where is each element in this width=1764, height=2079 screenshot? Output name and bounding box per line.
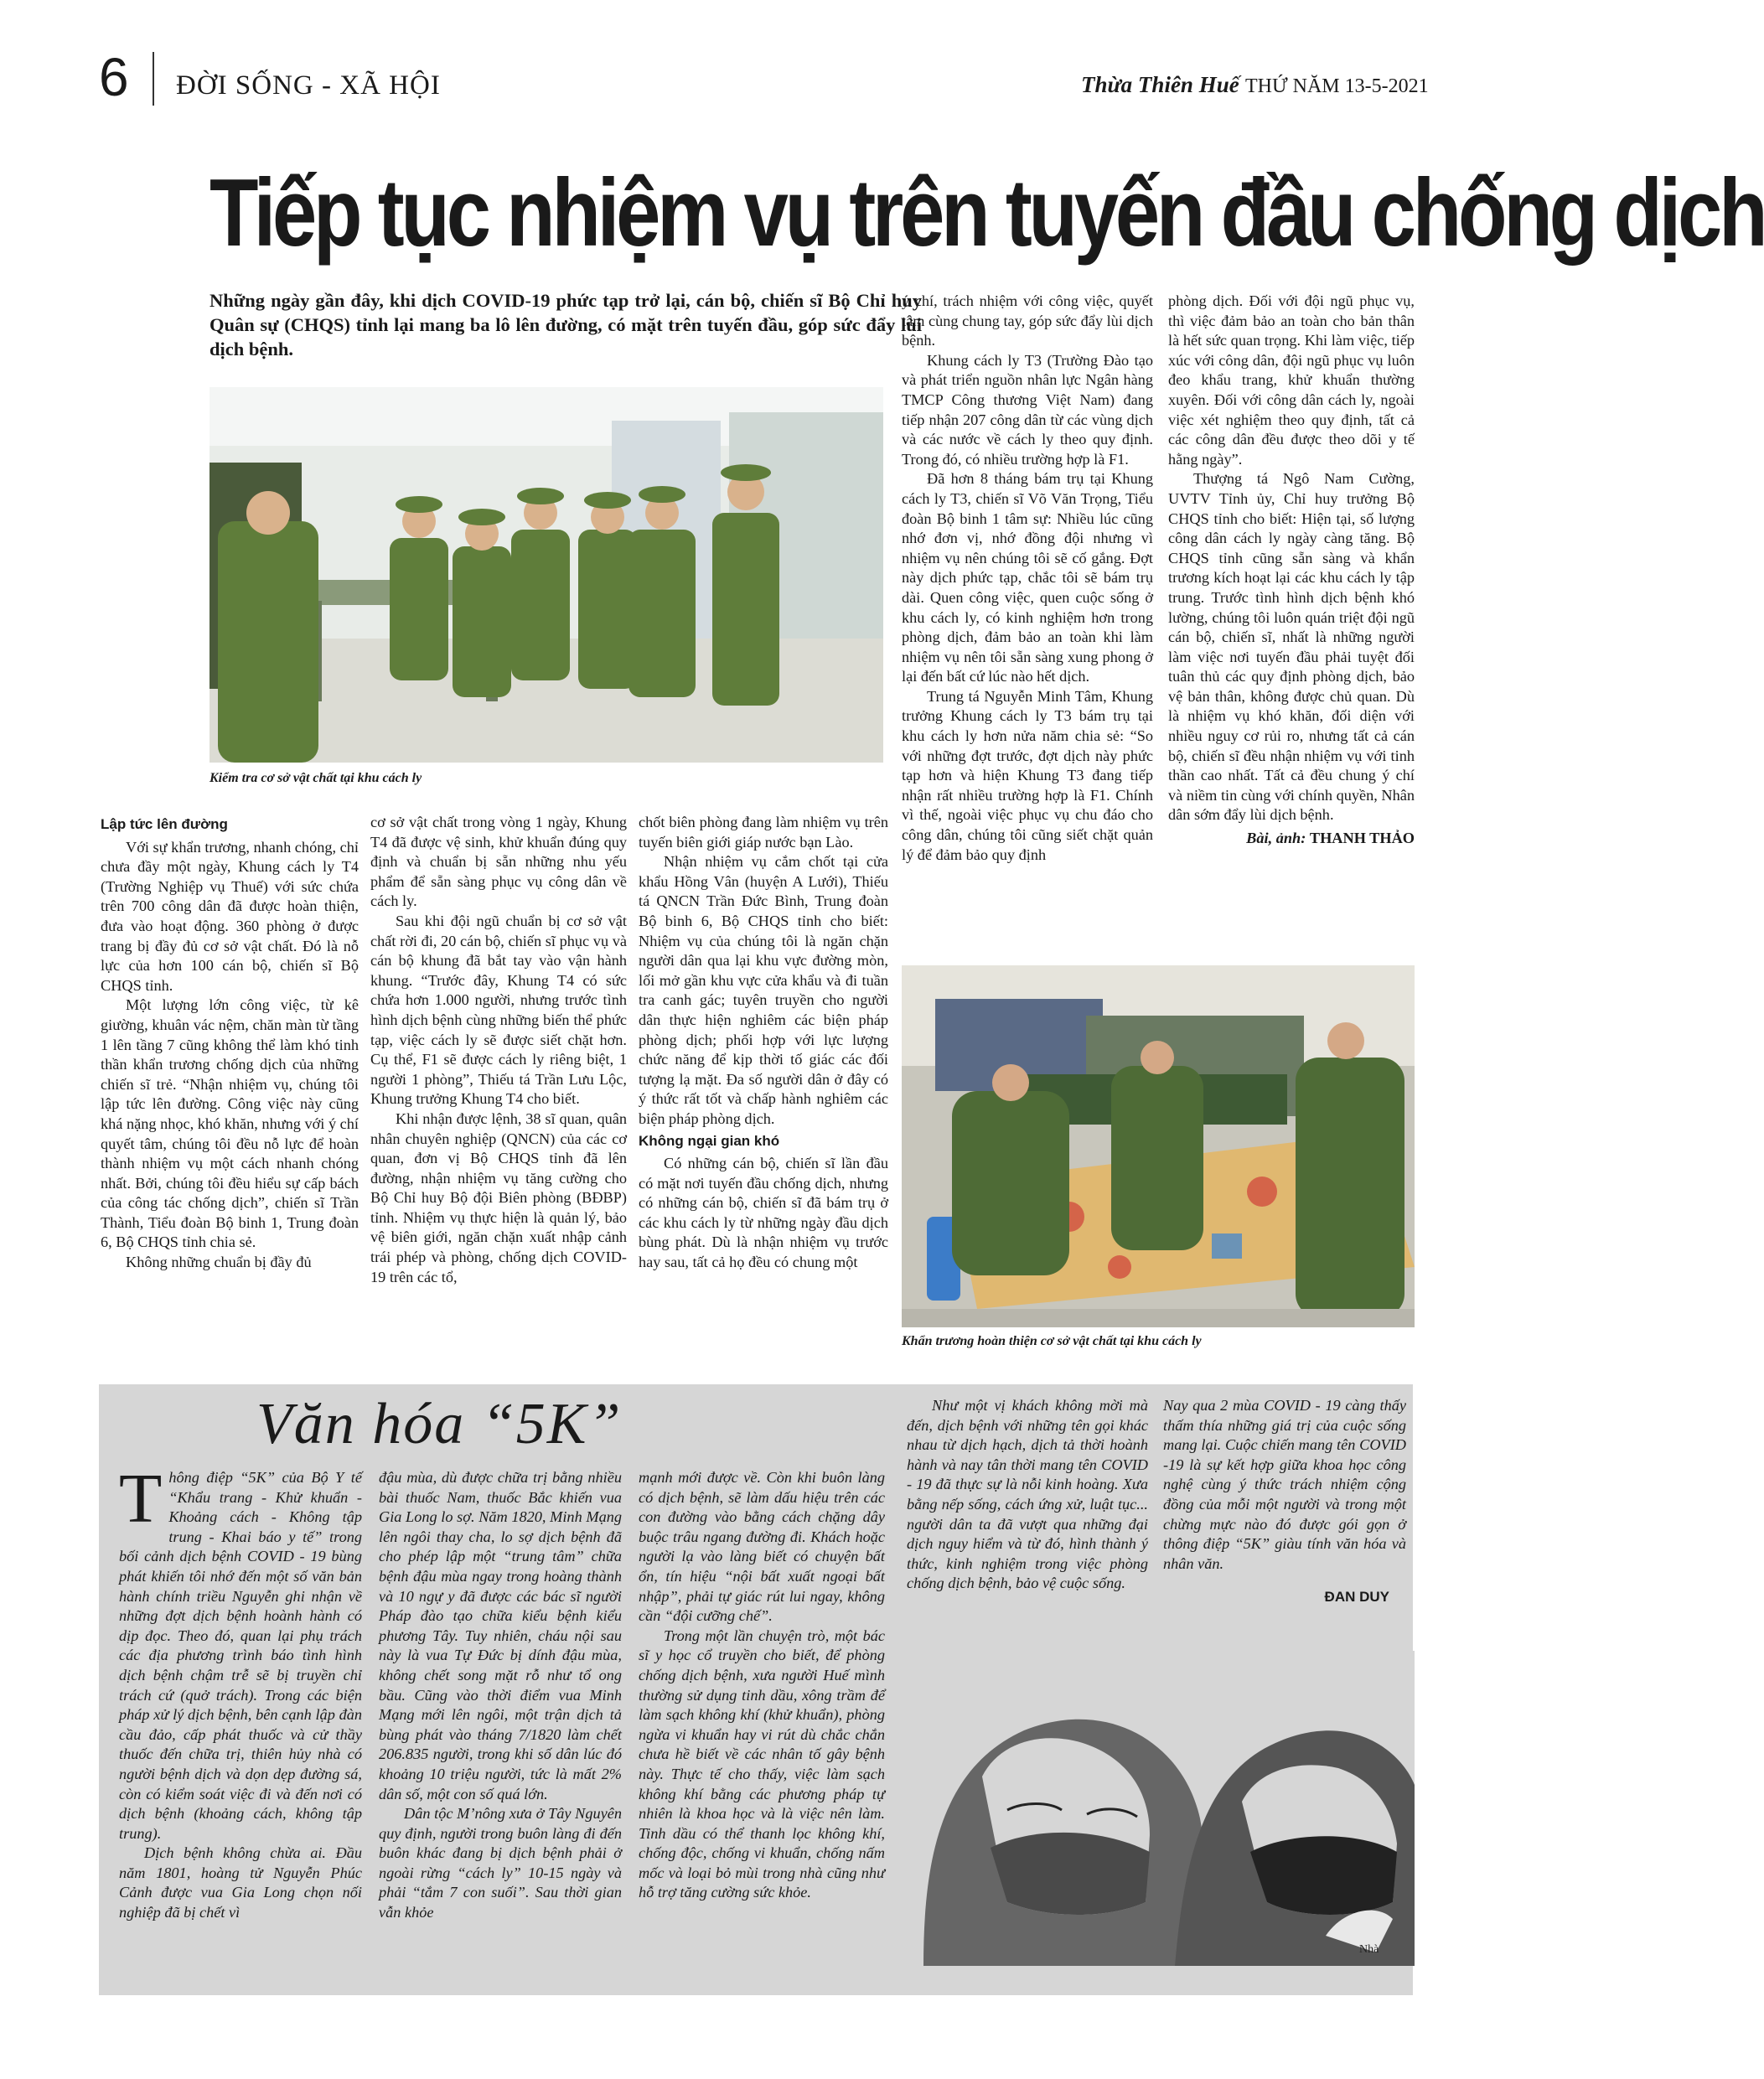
photo-preparation xyxy=(902,965,1415,1327)
article-column-2 xyxy=(370,813,627,1287)
article-lead: Những ngày gần đây, khi dịch COVID-19 phức tạp trở lại, cán bộ, chiến sĩ Bộ Chỉ huy Quân sự (CHQS) tỉnh lại mang ba lô lên đường, có mặt trên tuyến đầu, góp sức đẩy lùi dịch bệnh. xyxy=(210,290,922,359)
paragraph: Không những chuẩn bị đầy đủ xyxy=(126,1254,312,1271)
paragraph: Khung cách ly T3 (Trường Đào tạo và phát triển nguồn nhân lực Ngân hàng TMCP Công thương Việt Nam) đang tiếp nhận 207 công dân từ các vùng dịch và các nước về cách ly theo quy định. Trong đó, có nhiều trường hợp là F1. xyxy=(902,351,1153,468)
feature-title: Văn hóa “5K” xyxy=(256,1392,623,1456)
author-prefix: Bài, ảnh: xyxy=(1246,830,1306,847)
paragraph: phòng dịch. Đối với đội ngũ phục vụ, thì việc đảm bảo an toàn cho bản thân là hết sức quan trọng. Khi làm việc, tiếp xúc với công dân, đội ngũ phục vụ luôn đeo khẩu trang, khử khuẩn thường xuyên. Đối với công dân cách ly, ngoài việc xét nghiệm theo quy định, tất cả các công dân đều được theo dõi y tế hằng ngày”. xyxy=(1168,292,1415,468)
issue-date: THỨ NĂM 13-5-2021 xyxy=(1245,75,1429,97)
header-divider xyxy=(153,52,154,106)
paragraph: Dịch bệnh không chừa ai. Đầu năm 1801, hoàng tử Nguyễn Phúc Cảnh được vua Gia Long chọn nối nghiệp đã bị chết vì xyxy=(119,1844,362,1921)
paragraph: Nhận nhiệm vụ cắm chốt tại cửa khẩu Hồng Vân (huyện A Lưới), Thiếu tá QNCN Trần Đức Bình, Trung đoàn Bộ binh 6, Bộ CHQS tỉnh cho biết: Nhiệm vụ của chúng tôi là ngăn chặn người dân qua lại khu vực đường mòn, lối mở gần khu vực cửa khẩu và đi tuần tra canh gác; tuyên truyền cho người dân thực hiện nghiêm các biện pháp phòng dịch; phối hợp với lực lượng chức năng để kịp thời tố giác các đối tượng lạ mặt. Đa số người dân ở đây có ý thức rất tốt và chấp hành nghiêm các biện pháp phòng dịch. xyxy=(639,853,888,1127)
author-credit xyxy=(1168,829,1415,849)
section-name: ĐỜI SỐNG - XÃ HỘI xyxy=(176,70,441,101)
illustration-signature: Nhà xyxy=(1359,1943,1379,1956)
paragraph: Sau khi đội ngũ chuẩn bị cơ sở vật chất rời đi, 20 cán bộ, chiến sĩ phục vụ và cán bộ khung đã bắt tay vào vận hành khung. “Trước đây, Khung T4 có sức chứa hơn 1.000 người, nhưng trước tình hình dịch bệnh cùng những biến thể phức tạp, việc cách ly sẽ được siết chặt hơn. Cụ thể, F1 sẽ được cách ly riêng biệt, 1 người 1 phòng”, Thiếu tá Trần Lưu Lộc, Khung trưởng Khung T4 cho biết. xyxy=(370,912,627,1108)
article-column-3 xyxy=(639,813,888,1273)
paragraph: Một lượng lớn công việc, từ kê giường, khuân vác nệm, chăn màn từ tầng 1 lên tầng 7 cũng không thể làm khó tinh thần khẩn trương chống dịch của những chiến sĩ trẻ. “Nhận nhiệm vụ, chúng tôi lập tức lên đường. Công việc này cũng khá nặng nhọc, khó khăn, nhưng với ý chí quyết tâm, chúng tôi đều nỗ lực để hoàn thành nhiệm vụ một cách nhanh chóng nhất. Bởi, chúng tôi đều hiểu sự cấp bách của công tác chống dịch”, chiến sĩ Trần Thành, Tiểu đoàn Bộ binh 1, Trung đoàn 6, Bộ CHQS tỉnh chia sẻ. xyxy=(101,996,359,1251)
paragraph: Có những cán bộ, chiến sĩ lần đầu có mặt nơi tuyến đầu chống dịch, nhưng có những cán bộ, chiến sĩ đã bám trụ ở các khu cách ly từ những ngày đầu dịch bùng phát. Dù là nhận nhiệm vụ trước hay sau, tất cả họ đều có chung một xyxy=(639,1155,888,1271)
paragraph: cơ sở vật chất trong vòng 1 ngày, Khung T4 đã được vệ sinh, khử khuẩn đúng quy định và chuẩn bị sẵn những nhu yếu phẩm để sẵn sàng phục vụ công dân về cách ly. xyxy=(370,814,627,910)
paragraph: ý chí, trách nhiệm với công việc, quyết tâm cùng chung tay, góp sức đẩy lùi dịch bệnh. xyxy=(902,292,1153,349)
newspaper-name: Thừa Thiên Huế xyxy=(1081,72,1239,97)
article-column-1 xyxy=(101,813,359,1273)
illustration-masked-people xyxy=(907,1651,1415,1966)
paragraph: Thượng tá Ngô Nam Cường, UVTV Tỉnh ủy, Chỉ huy trưởng Bộ CHQS tỉnh cho biết: Hiện tại, số lượng công dân cách ly ngày càng tăng. Bộ CHQS tỉnh cũng sẵn sàng và khẩn trương kích hoạt lại các khu cách ly tập trung. Trước tình hình dịch bệnh khó lường, chúng tôi luôn quán triệt đội ngũ cán bộ, chiến sĩ, nhất là những người làm việc nơi tuyến đầu phải tuyệt đối tuân thủ các quy định phòng dịch, bảo vệ bản thân, không được chủ quan. Dù là nhiệm vụ khó khăn, đối diện với nhiều nguy cơ rủi ro, nhưng tất cả cán bộ, chiến sĩ đều nhận nhiệm vụ với tinh thần cao nhất. Tất cả đều chung ý chí và niềm tin cùng với chính quyền, Nhân dân sớm đẩy lùi dịch bệnh. xyxy=(1168,470,1415,824)
subhead-depart: Lập tức lên đường xyxy=(101,816,228,832)
feature-column-5 xyxy=(1163,1396,1406,1607)
paragraph: đậu mùa, dù được chữa trị bằng nhiều bài thuốc Nam, thuốc Bắc khiến vua Gia Long lo sợ. Năm 1820, Minh Mạng lên ngôi thay cha, lo sợ dịch bệnh đã cho phép lập một “trung tâm” chữa bệnh đậu mùa ngay trong hoàng thành và 10 ngự y đã được các bác sĩ người Pháp đào tạo chữa kiểu bệnh kiểu phương Tây. Tuy nhiên, cháu nội sau này là vua Tự Đức bị dính đậu mùa, không chết song mặt rỗ như tổ ong bầu. Cũng vào thời điểm vua Minh Mạng mới lên ngôi, một trận dịch tả bùng phát vào tháng 7/1820 làm chết 206.835 người, trong khi số dân lúc đó khoảng 10 triệu người, tức là mất 2% dân số, một con số quá lớn. xyxy=(379,1469,622,1802)
paragraph: chốt biên phòng đang làm nhiệm vụ trên tuyến biên giới giáp nước bạn Lào. xyxy=(639,814,888,851)
paragraph: Như một vị khách không mời mà đến, dịch bệnh với những tên gọi khác nhau từ dịch hạch, dịch tả thời hoành hành và nay tân thời mang tên COVID - 19 đã thực sự là nỗi kinh hoàng. Xưa bằng nếp sống, cách ứng xử, luật tục... người dân ta đã vượt qua những đại dịch nguy hiểm và từ đó, hình thành ý thức, kinh nghiệm trong việc phòng chống dịch bệnh, bảo vệ cuộc sống. xyxy=(907,1397,1148,1592)
drop-cap: T xyxy=(119,1460,163,1538)
page-number: 6 xyxy=(99,47,129,107)
feature-byline: ĐAN DUY xyxy=(1324,1589,1389,1606)
feature-column-1 xyxy=(119,1460,362,1923)
feature-column-3 xyxy=(639,1468,885,1903)
paragraph: Trong một lần chuyện trò, một bác sĩ y học cổ truyền cho biết, để phòng chống dịch bệnh, xưa người Huế mình thường sử dụng tinh dầu, xông trầm để làm sạch không khí (khử khuẩn), phòng ngừa vi khuẩn hay vi rút dù chắc chắn chưa hề biết về các nhân tố gây bệnh này. Thực tế cho thấy, việc làm sạch không khí bằng các phương pháp tự nhiên là khoa học và là việc nên làm. Tinh dầu có thể thanh lọc không khí, chống độc, chống vi khuẩn, chống nấm mốc và loại bỏ mùi trong nhà cũng như hỗ trợ tăng cường sức khỏe. xyxy=(639,1626,885,1901)
feature-column-2 xyxy=(379,1468,622,1923)
paragraph: Khi nhận được lệnh, 38 sĩ quan, quân nhân chuyên nghiệp (QNCN) của các cơ quan, đơn vị Bộ CHQS tỉnh đã lên đường, nhận nhiệm vụ tăng cường cho Bộ Chỉ huy Bộ đội Biên phòng (BĐBP) tỉnh. Nhiệm vụ thực hiện là quản lý, bảo vệ biên giới, ngăn chặn xuất nhập cảnh trái phép và phòng, chống dịch COVID-19 trên các tổ, xyxy=(370,1109,627,1285)
paragraph: Nay qua 2 mùa COVID - 19 càng thấy thấm thía những giá trị của cuộc sống mang lại. Cuộc chiến mang tên COVID -19 là sự kết hợp giữa khoa học công nghệ cùng ý thức trách nhiệm cộng đồng của mỗi một người và trong một chừng mực nào đó được gói gọn ở thông điệp “5K” giàu tính văn hóa và nhân văn. xyxy=(1163,1397,1406,1572)
article-column-4 xyxy=(902,292,1153,865)
photo-inspection xyxy=(210,387,883,763)
paragraph: Dân tộc M’nông xưa ở Tây Nguyên quy định, người trong buôn làng đi đến buôn khác đang bị dịch bệnh phải ở ngoài rừng “cách ly” 10-15 ngày và phải “tắm 7 con suối”. Sau thời gian vẫn khỏe xyxy=(379,1805,622,1921)
author-name: THANH THẢO xyxy=(1309,830,1415,847)
paragraph: Với sự khẩn trương, nhanh chóng, chỉ chưa đầy một ngày, Khung cách ly T4 (Trường Nghiệp vụ Thuế) với sức chứa trên 700 công dân đã được hoàn thiện, đưa vào hoạt động. 360 phòng ở được trang bị đầy đủ cơ sở vật chất. Đó là nỗ lực của hơn 100 cán bộ, chiến sĩ Bộ CHQS tỉnh. xyxy=(101,838,359,994)
photo-inspection-caption: Kiểm tra cơ sở vật chất tại khu cách ly xyxy=(210,771,422,785)
paragraph: Đã hơn 8 tháng bám trụ tại Khung cách ly T3, chiến sĩ Võ Văn Trọng, Tiểu đoàn Bộ binh 1 tâm sự: Nhiều lúc cũng nhớ đơn vị, nhớ đồng đội nhưng vì nhiệm vụ nên chúng tôi sẽ cố gắng. Đợt này dịch phức tạp, chắc tôi sẽ bám trụ dài. Quen công việc, quen cuộc sống ở khu cách ly, có kinh nghiệm hơn trong phòng dịch, đảm bảo an toàn khi làm nhiệm vụ nên tôi sẵn sàng xung phong ở lại đến bất cứ lúc nào hết dịch. xyxy=(902,470,1153,685)
paragraph: mạnh mới được về. Còn khi buôn làng có dịch bệnh, sẽ làm dấu hiệu trên các con đường vào bằng cách chặng dây buộc trâu ngang đường đi. Khách hoặc người lạ vào làng biết có chuyện bất ổn, tín hiệu “nội bất xuất ngoại bất nhập”, phải tự giác rút lui ngay, không cần “đội cưỡng chế”. xyxy=(639,1469,885,1625)
paragraph: Trung tá Nguyễn Minh Tâm, Khung trưởng Khung cách ly T3 bám trụ tại khu cách ly hơn nửa năm chia sẻ: “So với những đợt trước, đợt dịch này phức tạp hơn và hiện Khung T3 đang tiếp nhận rất nhiều trường hợp là F1. Chính vì thế, ngoài việc phục vụ chu đáo cho công dân, chúng tôi cũng siết chặt quản lý để đảm bảo quy định xyxy=(902,687,1153,863)
paragraph: Thông điệp “5K” của Bộ Y tế “Khẩu trang - Khử khuẩn - Khoảng cách - Không tập trung - Khai báo y tế” trong bối cảnh dịch bệnh COVID - 19 bùng phát khiến tôi nhớ đến một số văn bản hành chính triều Nguyễn ghi nhận về những đợt dịch bệnh hoành hành có dịp đọc. Theo đó, quan lại phụ trách các địa phương trình báo tình hình dịch bệnh chậm trễ sẽ bị truyền chỉ trách cứ (quở trách). Trong các biện pháp xử lý dịch bệnh, bên cạnh lập đàn cầu đảo, cấp phát thuốc và cử thầy thuốc đến chữa trị, thiên hủy nhà có người bệnh dịch và dọn dẹp đường sá, còn có kiểm soát việc đi và đến nơi có dịch bệnh (khoảng cách, không tập trung). xyxy=(119,1460,362,1842)
feature-column-4 xyxy=(907,1396,1148,1594)
article-title: Tiếp tục nhiệm vụ trên tuyến đầu chống dịch xyxy=(210,160,1764,266)
photo-preparation-caption: Khẩn trương hoàn thiện cơ sở vật chất tại khu cách ly xyxy=(902,1334,1202,1348)
article-column-5 xyxy=(1168,292,1415,849)
subhead-no-fear: Không ngại gian khó xyxy=(639,1132,780,1149)
